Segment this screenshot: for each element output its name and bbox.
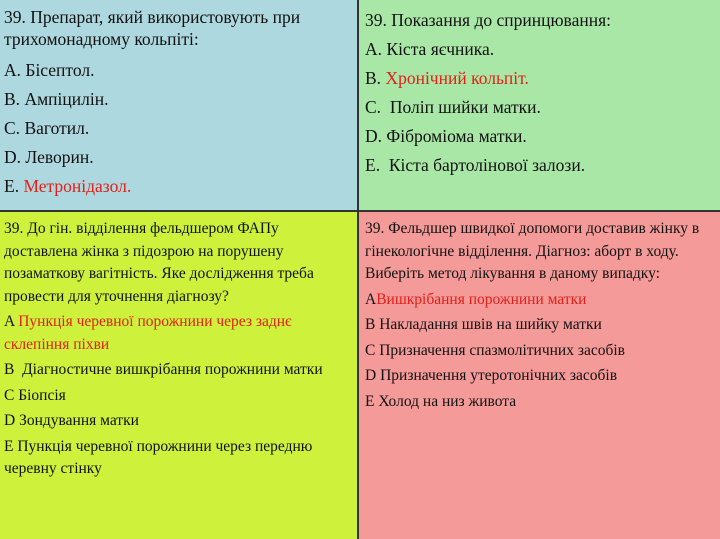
option-text: Пункція черевної порожнини через передню черевну стінку [4,437,317,477]
option-b [4,359,355,382]
question-text: 39. Фельдшер швидкої допомоги доставив жінку в гінекологічне відділення. Діагноз: аборт в ходу. Виберіть метод лікування в даному випадку: [365,220,704,282]
question-card-2 [359,0,720,212]
option-letter: B. [4,89,25,109]
option-text: Накладання швів на шийку матки [379,316,602,333]
option-text: Призначення утеротонічних засобів [380,367,618,384]
question-card-3 [0,212,359,539]
option-c [365,93,714,122]
option-letter: D [365,367,381,384]
option-letter: B [365,316,380,333]
horizontal-divider [0,210,720,212]
option-letter: E. [365,155,385,175]
option-text: Поліп шийки матки. [385,97,541,117]
correct-answer-text: Хронічний кольпіт. [385,68,529,88]
option-letter: D. [365,126,387,146]
option-c [4,114,355,143]
option-letter: C [365,341,380,359]
option-c [4,385,355,408]
question-text: 39. Препарат, який використовують при трихомонадному кольпіті: [4,7,305,49]
option-letter: A [4,313,19,330]
option-d [4,143,355,172]
option-text: Леворин. [25,147,94,167]
option-text: Бісептол. [25,60,95,80]
option-letter: B. [365,68,386,88]
option-text: Зондування матки [19,412,139,429]
option-e [4,172,355,201]
option-text: Діагностичне вишкрібання порожнини матки [18,361,323,378]
option-a [365,289,714,312]
option-letter: A [365,290,377,308]
option-text: Біопсія [18,386,66,404]
option-letter: B [4,361,19,378]
option-d [365,365,714,388]
option-letter: D. [4,147,26,167]
option-e [365,391,714,414]
option-a [365,35,714,64]
option-e [4,436,355,481]
option-text: Призначення спазмолітичних засобів [379,341,625,359]
option-a [4,56,355,85]
option-a [4,311,355,356]
option-letter: D [4,412,20,429]
option-b [4,85,355,114]
option-text: Холод на низ живота [378,392,517,410]
question-card-1 [0,0,359,212]
option-letter: A. [4,60,26,80]
question-text: 39. Показання до спринцювання: [365,10,611,30]
correct-answer-text: Метронідазол. [23,176,132,196]
correct-answer-text: Вишкрібання порожнини матки [376,290,587,308]
option-text: Ваготил. [24,118,90,138]
option-letter: E. [4,176,24,196]
option-c [365,340,714,363]
option-text: Кіста бартолінової залози. [384,155,586,175]
correct-answer-text: Пункція черевної порожнини через заднє склепіння піхви [4,313,296,353]
option-letter: C. [4,118,25,138]
question-card-4 [359,212,720,539]
option-d [4,410,355,433]
option-b [365,314,714,337]
question-text: 39. До гін. відділення фельдшером ФАПу доставлена жінка з підозрою на порушену позаматкову вагітність. Яке дослідження треба провести для уточнення діагнозу? [4,220,318,305]
option-b [365,64,714,93]
option-e [365,151,714,180]
option-d [365,122,714,151]
option-letter: E [365,392,379,410]
option-text: Ампіцилін. [24,89,109,109]
option-letter: E [4,437,18,455]
vertical-divider [357,0,359,539]
option-letter: A. [365,39,387,59]
option-text: Фіброміома матки. [386,126,527,146]
option-letter: C. [365,97,386,117]
option-text: Кіста яєчника. [386,39,495,59]
option-letter: C [4,386,19,404]
